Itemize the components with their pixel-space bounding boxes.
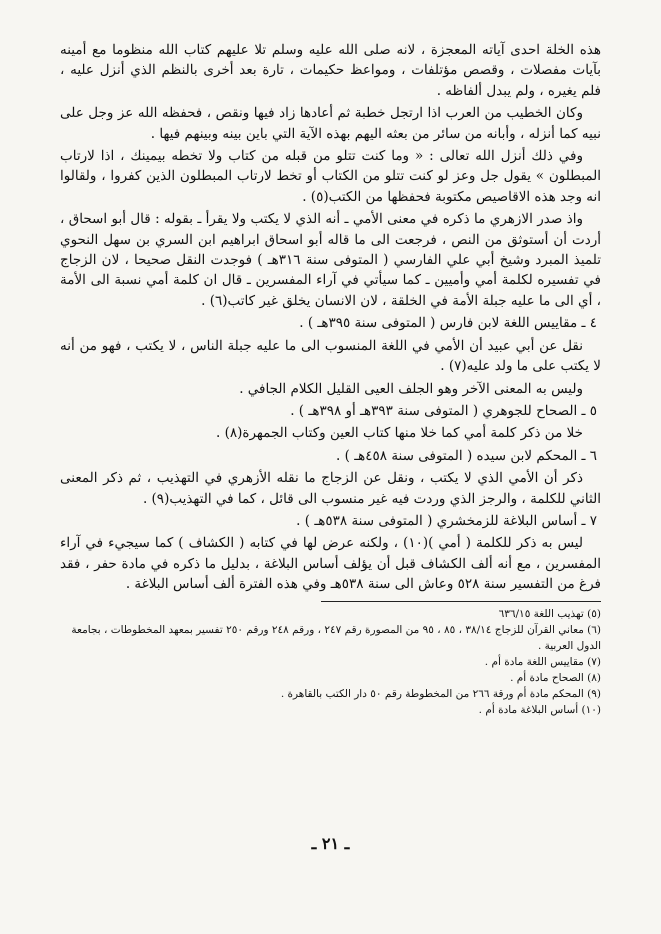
paragraph-4: واذ صدر الازهري ما ذكره في معنى الأمي ـ أنه الذي لا يكتب ولا يقرأ ـ بقوله : قال أبو اسحاق ، أردت أن أستوثق من النص ، فرجعت الى ما قاله أبو اسحاق ابراهيم ابن السري بن سهل النحوي تلميذ المبرد وشيخ أبي علي الفارسي ( المتوفى سنة ٣١٦هـ ) فوجدت النقل صحيحا ، لان الزجاج في تفسيره لكلمة أمي وأميين ـ كما سيأتي في آراء المفسرين ـ قال ان كلمة أمي نسبة الى الأمة ، أي الى ما عليه جبلة الأمة في الخلقة ، لان الانسان يخلق غير كاتب(٦) . (60, 211, 601, 309)
main-text (60, 40, 601, 595)
source-item-6: ٦ ـ المحكم لابن سيده ( المتوفى سنة ٤٥٨هـ ) . (336, 447, 597, 464)
page-number: ـ ٢١ ـ (311, 834, 350, 853)
footnote-8: (٨) الصحاح مادة أم . (510, 671, 601, 684)
paragraph-8: ذكر أن الأمي الذي لا يكتب ، ونقل عن الزجاج ما نقله الأزهري في التهذيب ، ثم ذكر المعنى الثاني للكلمة ، والرجز الذي وردت فيه غير منسوب الى قائل ، كما في التهذيب(٩) . (60, 470, 601, 507)
source-item-7: ٧ ـ أساس البلاغة للزمخشري ( المتوفى سنة ٥٣٨هـ ) . (296, 512, 597, 529)
paragraph-9: ليس به ذكر للكلمة ( أمي )(١٠) ، ولكنه عرض لها في كتابه ( الكشاف ) كما سيجيء في آراء المفسرين ، مع أنه ألف الكشاف قبل أن يؤلف أساس البلاغة ، بدليل ما ذكره في مادة حفر ، فقد فرغ من التفسير سنة ٥٢٨ وعاش الى سنة ٥٣٨هـ وفي هذه الفترة ألف أساس البلاغة . (60, 535, 601, 593)
paragraph-1: هذه الخلة احدى آياته المعجزة ، لانه صلى الله عليه وسلم تلا عليهم كتاب الله منظوما مع أمينه بآيات مفصلات ، وقصص مؤتلفات ، ومواعظ حكيمات ، تارة بعد أخرى بالنظم الذي أنزل عليه ، فلم يغيره ، ولم يبدل ألفاظه . (60, 42, 601, 99)
paragraph-7: خلا من ذكر كلمة أمي كما خلا منها كتاب العين وكتاب الجمهرة(٨) . (216, 425, 583, 442)
footnote-10: (١٠) أساس البلاغة مادة أم . (478, 703, 601, 716)
footnotes (60, 606, 601, 718)
source-item-4: ٤ ـ مقاييس اللغة لابن فارس ( المتوفى سنة ٣٩٥هـ ) . (299, 315, 597, 332)
paragraph-6: وليس به المعنى الآخر وهو الجلف العيى القليل الكلام الجافي . (239, 380, 583, 397)
footnote-7: (٧) مقاييس اللغة مادة أم . (484, 655, 601, 668)
footnote-6: (٦) معاني القرآن للزجاج ٣٨/١٤ ، ٨٥ ، ٩٥ من المصورة رقم ٢٤٧ ، ورقم ٢٤٨ ورقم ٢٥٠ تفسير بمعهد المخطوطات ، بجامعة الدول العربية . (71, 623, 601, 652)
paragraph-5: نقل عن أبي عبيد أن الأمي في اللغة المنسوب الى ما عليه جبلة الناس ، لا يكتب ، فهو من أنه لا يكتب على ما ولد عليه(٧) . (60, 337, 601, 375)
paragraph-3: وفي ذلك أنزل الله تعالى : « وما كنت تتلو من قبله من كتاب ولا تخطه بيمينك ، اذا لارتاب المبطلون » يقول جل وعز لو كنت تتلو من الكتاب أو تخط لارتاب المبطلون الذين كفروا ، ولقالوا انه وجد هذه الاقاصيص مكتوبة فحفظها من الكتب(٥) . (60, 148, 601, 205)
footnote-separator (321, 601, 601, 602)
footnote-5: (٥) تهذيب اللغة ٦٣٦/١٥ (498, 607, 601, 620)
source-item-5: ٥ ـ الصحاح للجوهري ( المتوفى سنة ٣٩٣هـ أو ٣٩٨هـ ) . (290, 402, 597, 419)
footnote-9: (٩) المحكم مادة أم ورقة ٢٦٦ من المخطوطة رقم ٥٠ دار الكتب بالقاهرة . (280, 687, 601, 700)
paragraph-2: وكان الخطيب من العرب اذا ارتجل خطبة ثم أعادها زاد فيها ونقص ، فحفظه الله عز وجل على نبيه كما أنزله ، وأبانه من سائر من بعثه اليهم بهذه الآية التي باين بينه وبينهم فيها . (60, 105, 601, 142)
